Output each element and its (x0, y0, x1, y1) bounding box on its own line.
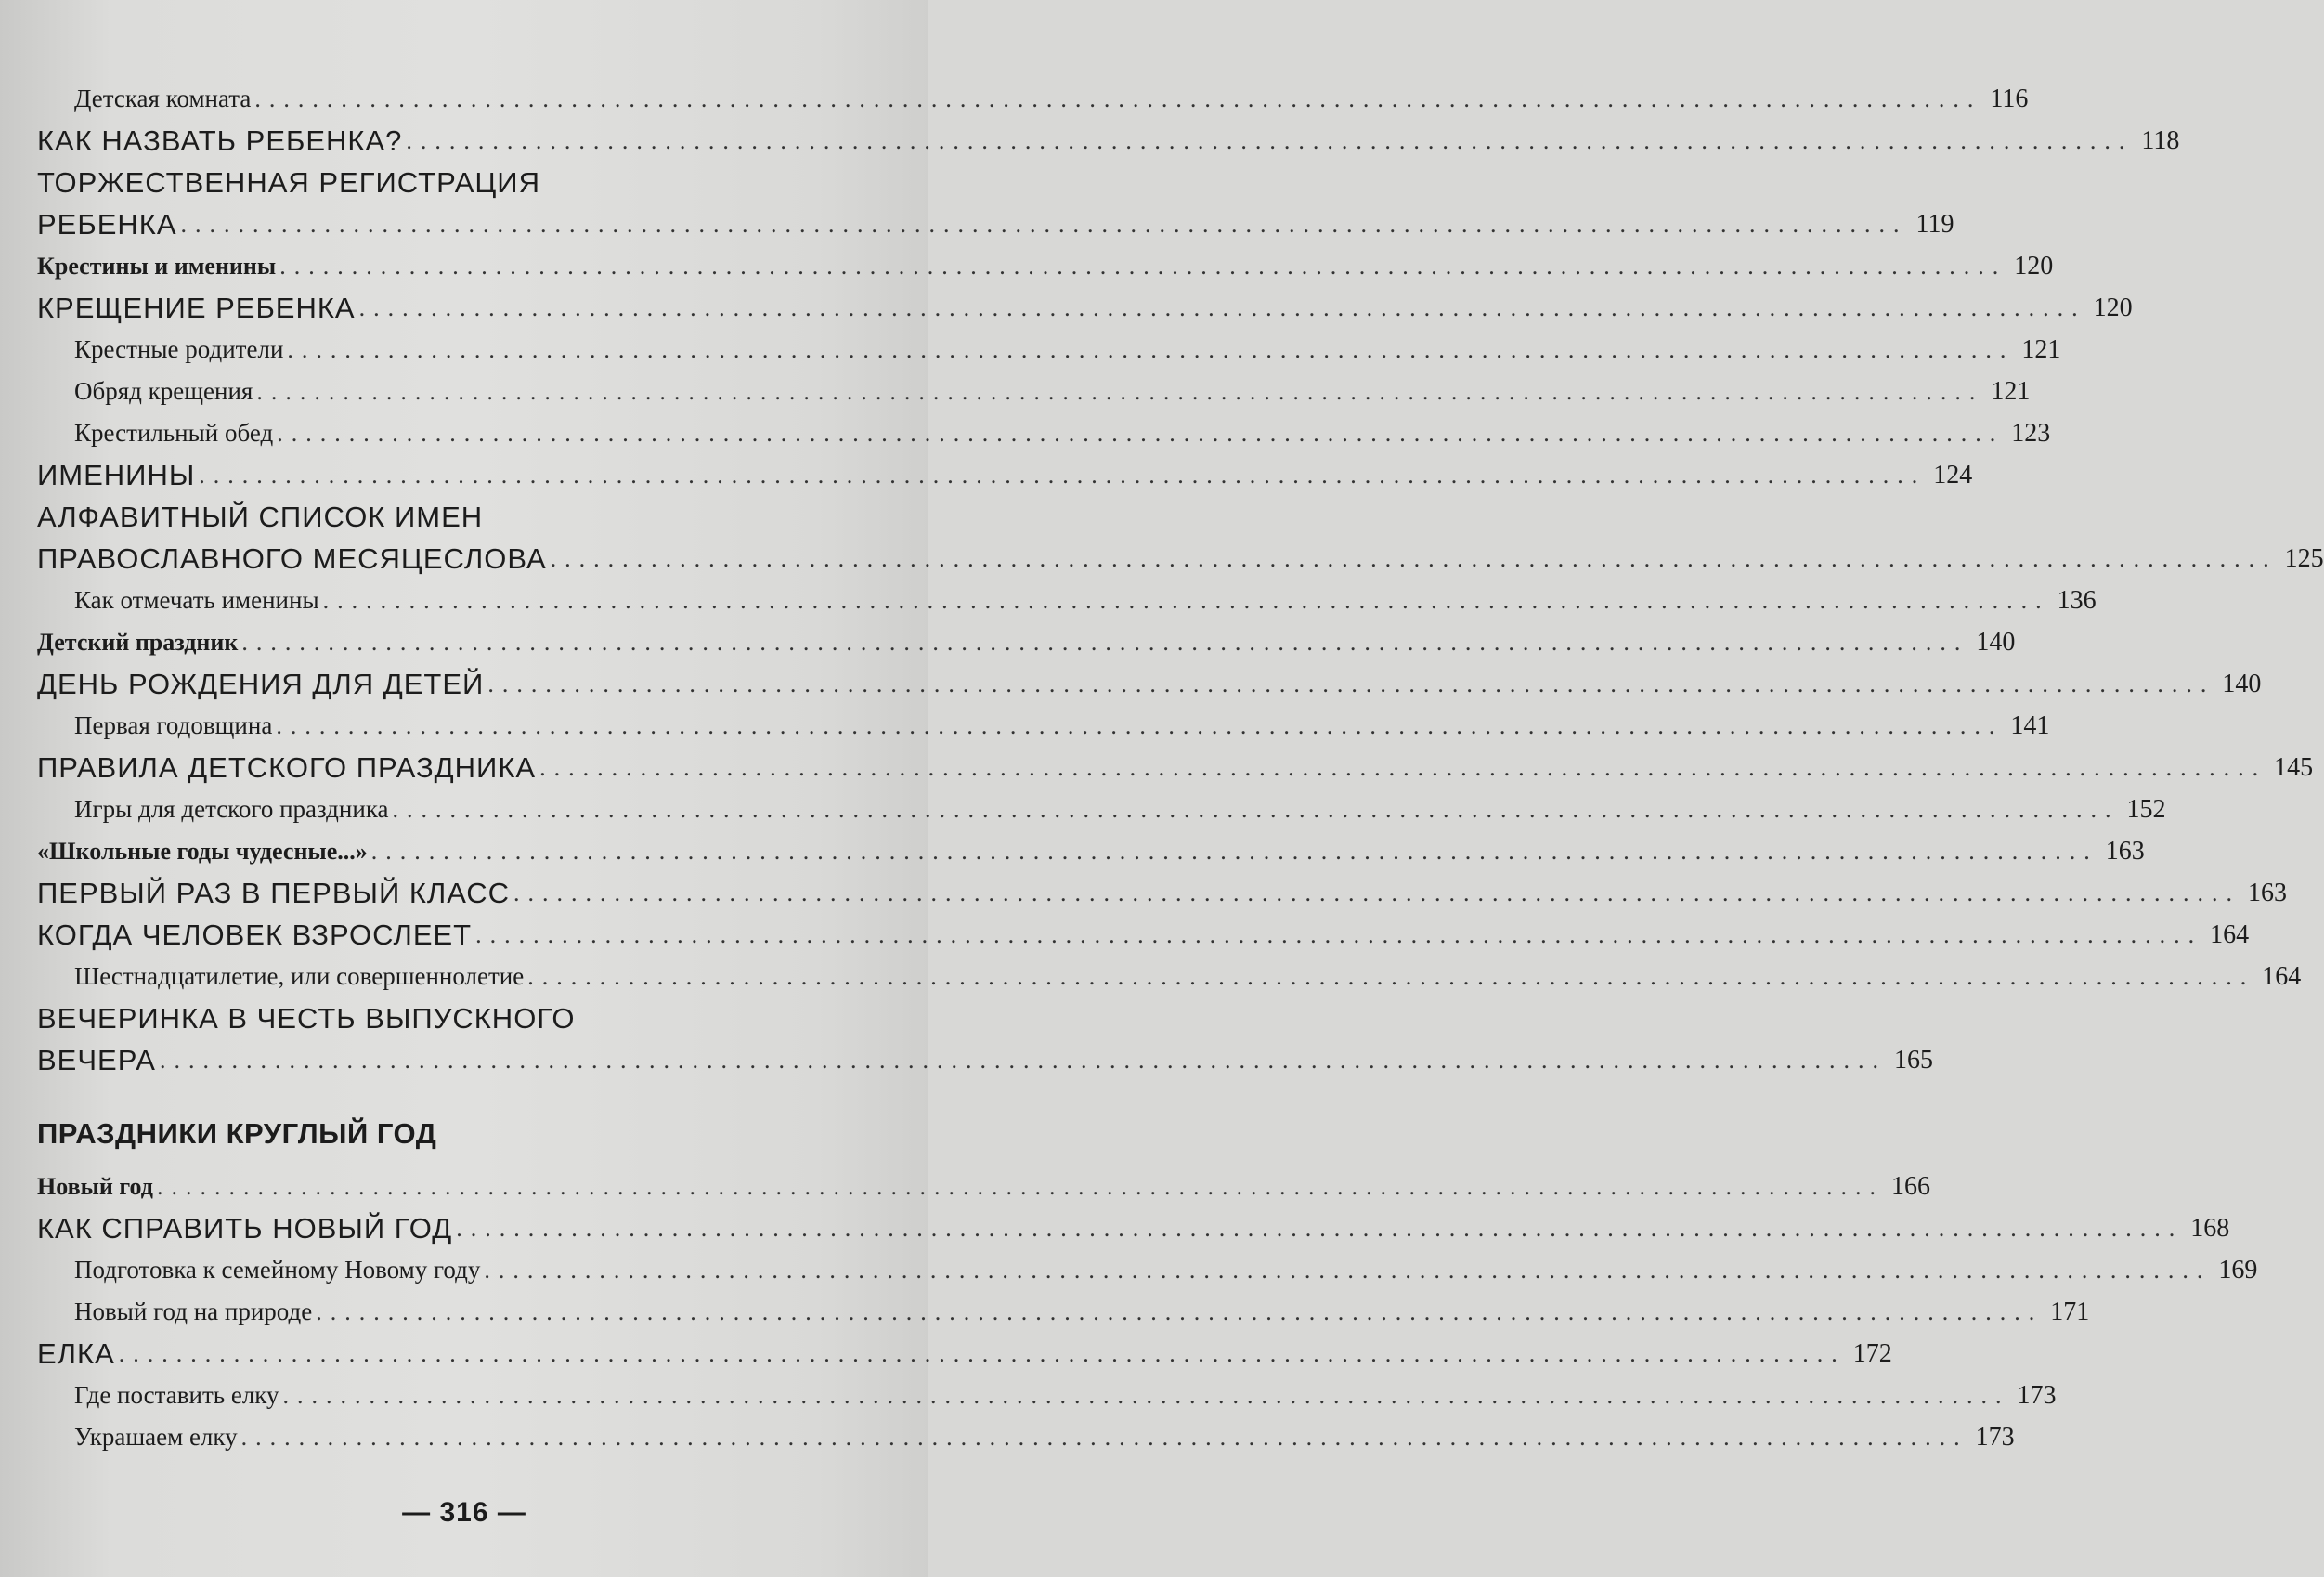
toc-entry-title: КОГДА ЧЕЛОВЕК ВЗРОСЛЕЕТ (37, 919, 473, 951)
toc-entry-title: Украшаем елку (74, 1423, 238, 1451)
toc-entry-page: 120 (2014, 252, 2054, 280)
toc-entry-page: 173 (1975, 1423, 2015, 1452)
toc-entry-title-line1: ТОРЖЕСТВЕННАЯ РЕГИСТРАЦИЯ (37, 166, 540, 199)
toc-entry-page: 125 (2284, 544, 2324, 573)
toc-entry-title: Игры для детского праздника (74, 795, 389, 823)
dot-leader: ........................................................................................................................ (180, 211, 1908, 238)
toc-entry (37, 162, 1954, 245)
toc-entry (37, 788, 2166, 830)
dot-leader: ........................................................................................................................ (282, 1382, 2010, 1409)
toc-entry-title: Где поставить елку (74, 1381, 279, 1409)
toc-entry-title: Первая годовщина (74, 711, 273, 739)
dot-leader: ........................................................................................................................ (277, 420, 2005, 447)
toc-entry-page: 152 (2126, 795, 2166, 824)
toc-entry-page: 141 (2010, 711, 2050, 740)
toc-entry-page: 120 (2093, 293, 2133, 322)
toc-entry-title-line1: ВЕЧЕРИНКА В ЧЕСТЬ ВЫПУСКНОГО (37, 1002, 576, 1035)
toc-entry-page: 164 (2210, 920, 2250, 949)
dot-leader: ........................................................................................................................ (159, 1047, 1887, 1074)
toc-entry (37, 621, 2016, 663)
toc-entry-title: Крестины и именины (37, 253, 277, 280)
toc-entry-title: РЕБЕНКА (37, 208, 177, 241)
toc-entry-page: 169 (2218, 1256, 2258, 1284)
dot-leader: ........................................................................................................................ (456, 1215, 2184, 1242)
dot-leader: ........................................................................................................................ (322, 587, 2050, 614)
toc-entry (37, 1166, 1930, 1207)
toc-entry (37, 914, 2250, 956)
toc-entry (37, 747, 2314, 788)
toc-entry-title: «Школьные годы чудесные...» (37, 838, 368, 865)
toc-entry-title: Крестильный обед (74, 419, 274, 447)
toc-entry-page: 172 (1852, 1339, 1892, 1368)
toc-entry-title-line1: АЛФАВИТНЫЙ СПИСОК ИМЕН (37, 501, 484, 533)
toc-entry-title: КРЕЩЕНИЕ РЕБЕНКА (37, 292, 356, 324)
toc-entry (37, 371, 2031, 412)
toc-entry (37, 1333, 1892, 1375)
dot-leader: ........................................................................................................................ (358, 294, 2086, 321)
toc-entry-page: 166 (1890, 1172, 1930, 1201)
toc-entry-page: 121 (2021, 335, 2061, 364)
toc-entry (37, 245, 2054, 287)
section-title: ПРАЗДНИКИ КРУГЛЫЙ ГОД (37, 1117, 437, 1150)
toc-entry (37, 1249, 2258, 1291)
toc-entry (37, 705, 2050, 747)
toc-entry (37, 329, 2061, 371)
dot-leader: ........................................................................................................................ (513, 880, 2241, 906)
dot-leader: ........................................................................................................................ (241, 629, 1969, 656)
toc-entry (37, 412, 2051, 454)
dot-leader: ........................................................................................................................ (539, 754, 2267, 781)
dot-leader: ........................................................................................................................ (370, 838, 2098, 865)
toc-list-part-1 (37, 78, 2324, 1081)
toc-entry (37, 997, 1933, 1081)
toc-entry-title: Детская комната (74, 85, 252, 112)
toc-entry (37, 872, 2288, 914)
toc-entry-page: 140 (1976, 628, 2016, 657)
toc-entry-page: 116 (1990, 85, 2029, 113)
toc-entry-page: 123 (2011, 419, 2051, 448)
dot-leader: ........................................................................................................................ (484, 1257, 2212, 1284)
dot-leader: ........................................................................................................................ (276, 712, 2004, 739)
toc-entry-title: ПЕРВЫЙ РАЗ В ПЕРВЫЙ КЛАСС (37, 877, 511, 909)
dot-leader: ........................................................................................................................ (279, 253, 2007, 280)
toc-entry-page: 119 (1915, 210, 1954, 239)
toc-entry-title: ВЕЧЕРА (37, 1044, 156, 1076)
toc-entry-title: Обряд крещения (74, 377, 253, 405)
toc-entry-page: 163 (2105, 837, 2145, 866)
toc-entry (37, 1207, 2230, 1249)
toc-entry-title: ПРАВИЛА ДЕТСКОГО ПРАЗДНИКА (37, 751, 537, 784)
dot-leader: ........................................................................................................................ (316, 1298, 2044, 1325)
dot-leader: ........................................................................................................................ (527, 963, 2255, 990)
toc-entry (37, 120, 2180, 162)
page-number: — 316 — (402, 1497, 526, 1528)
toc-entry-title: ПРАВОСЛАВНОГО МЕСЯЦЕСЛОВА (37, 542, 547, 575)
dot-leader: ........................................................................................................................ (287, 336, 2015, 363)
toc-entry-title: Крестные родители (74, 335, 284, 363)
dot-leader: ........................................................................................................................ (240, 1424, 1968, 1451)
toc-entry (37, 1416, 2015, 1458)
dot-leader: ........................................................................................................................ (256, 378, 1984, 405)
toc-entry (37, 956, 2302, 997)
dot-leader: ........................................................................................................................ (199, 462, 1927, 489)
dot-leader: ........................................................................................................................ (254, 85, 1982, 112)
toc-entry-title: Как отмечать именины (74, 586, 319, 614)
toc-entry-title: ДЕНЬ РОЖДЕНИЯ ДЛЯ ДЕТЕЙ (37, 668, 485, 700)
toc-entry-page: 168 (2190, 1214, 2230, 1243)
toc-entry (37, 580, 2097, 621)
toc-entry-page: 121 (1991, 377, 2031, 406)
toc-entry (37, 78, 2029, 120)
toc-entry (37, 287, 2133, 329)
dot-leader: ........................................................................................................................ (406, 127, 2134, 154)
toc-entry (37, 454, 1973, 496)
toc-entry-page: 140 (2222, 670, 2262, 698)
dot-leader: ........................................................................................................................ (392, 796, 2120, 823)
table-of-contents (37, 78, 2324, 1458)
dot-leader: ........................................................................................................................ (156, 1173, 1884, 1200)
toc-entry-page: 124 (1933, 461, 1973, 489)
toc-entry-title: ИМЕНИНЫ (37, 459, 196, 491)
dot-leader: ........................................................................................................................ (118, 1340, 1846, 1367)
toc-entry-title: КАК СПРАВИТЬ НОВЫЙ ГОД (37, 1212, 453, 1245)
toc-entry-title: Шестнадцатилетие, или совершеннолетие (74, 962, 525, 990)
toc-entry-title: Новый год (37, 1173, 153, 1200)
dot-leader: ........................................................................................................................ (475, 921, 2203, 948)
toc-entry-page: 165 (1893, 1046, 1933, 1075)
toc-entry (37, 663, 2262, 705)
toc-entry-page: 145 (2274, 753, 2314, 782)
toc-entry-page: 136 (2057, 586, 2097, 615)
toc-entry-title: КАК НАЗВАТЬ РЕБЕНКА? (37, 124, 403, 157)
toc-entry-page: 173 (2017, 1381, 2057, 1410)
toc-entry (37, 1291, 2090, 1333)
toc-entry-page: 118 (2141, 126, 2180, 155)
toc-entry-title: Детский праздник (37, 629, 239, 656)
toc-entry (37, 830, 2145, 872)
dot-leader: ........................................................................................................................ (550, 545, 2278, 572)
toc-entry-title: Подготовка к семейному Новому году (74, 1256, 481, 1284)
toc-entry-page: 164 (2262, 962, 2302, 991)
toc-entry-title: ЕЛКА (37, 1337, 115, 1370)
toc-entry-page: 171 (2050, 1297, 2090, 1326)
dot-leader: ........................................................................................................................ (487, 671, 2215, 697)
toc-list-part-2 (37, 1166, 2258, 1458)
toc-entry (37, 1375, 2057, 1416)
toc-entry (37, 496, 2324, 580)
toc-entry-title: Новый год на природе (74, 1297, 313, 1325)
toc-entry-page: 163 (2248, 879, 2288, 907)
